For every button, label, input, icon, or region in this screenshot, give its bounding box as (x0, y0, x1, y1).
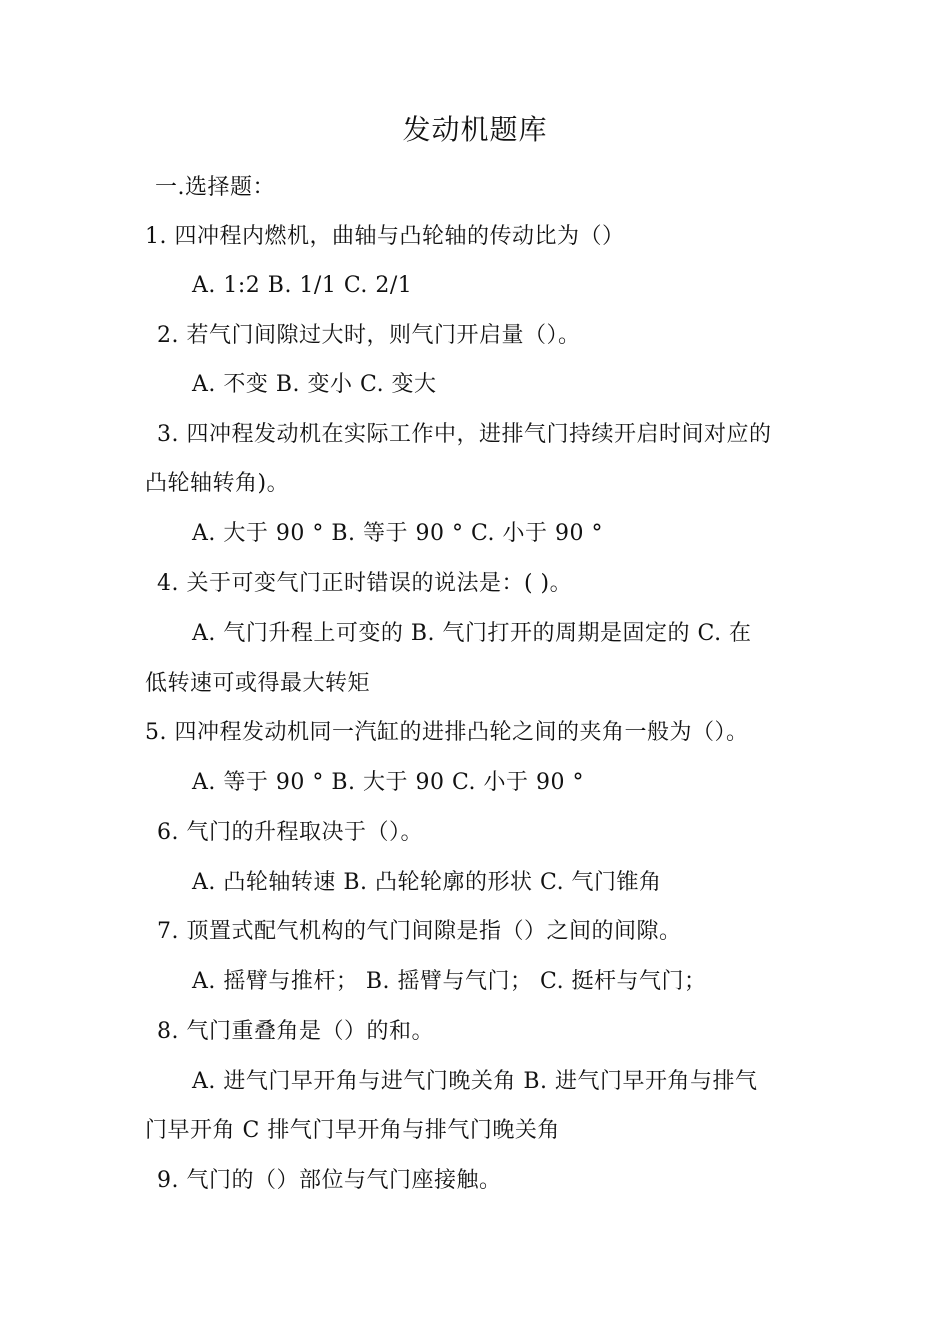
section-heading: 一.选择题： (155, 175, 275, 200)
question-6-stem: 6. 气门的升程取决于（）。 (157, 820, 423, 845)
document-title: 发动机题库 (402, 113, 548, 146)
question-3-stem: 3. 四冲程发动机在实际工作中，进排气门持续开启时间对应的 (157, 422, 772, 447)
question-8-options-continued: 门早开角 C 排气门早开角与排气门晚关角 (145, 1118, 560, 1143)
question-8-options: A. 进气门早开角与进气门晚关角 B. 进气门早开角与排气 (192, 1069, 758, 1094)
question-5-options: A. 等于 90 ° B. 大于 90 C. 小于 90 ° (192, 770, 584, 795)
question-4-options: A. 气门升程上可变的 B. 气门打开的周期是固定的 C. 在 (192, 621, 752, 646)
question-6-options: A. 凸轮轴转速 B. 凸轮轮廓的形状 C. 气门锥角 (192, 870, 662, 895)
question-3-options: A. 大于 90 ° B. 等于 90 ° C. 小于 90 ° (192, 521, 603, 546)
question-2-options: A. 不变 B. 变小 C. 变大 (192, 372, 437, 397)
question-7-options: A. 摇臂与推杆； B. 摇臂与气门； C. 挺杆与气门； (192, 969, 707, 994)
question-5-stem: 5. 四冲程发动机同一汽缸的进排凸轮之间的夹角一般为（）。 (145, 720, 749, 745)
question-3-stem-continued: 凸轮轴转角)。 (145, 471, 290, 496)
question-1-stem: 1. 四冲程内燃机，曲轴与凸轮轴的传动比为（） (145, 224, 625, 249)
question-8-stem: 8. 气门重叠角是（）的和。 (157, 1019, 434, 1044)
question-4-options-continued: 低转速可或得最大转矩 (145, 671, 371, 696)
question-9-stem: 9. 气门的（）部位与气门座接触。 (157, 1168, 502, 1193)
question-4-stem: 4. 关于可变气门正时错误的说法是：( )。 (157, 571, 573, 596)
question-7-stem: 7. 顶置式配气机构的气门间隙是指（）之间的间隙。 (157, 919, 682, 944)
question-1-options: A. 1:2 B. 1/1 C. 2/1 (192, 273, 413, 298)
question-2-stem: 2. 若气门间隙过大时，则气门开启量（）。 (157, 323, 581, 348)
